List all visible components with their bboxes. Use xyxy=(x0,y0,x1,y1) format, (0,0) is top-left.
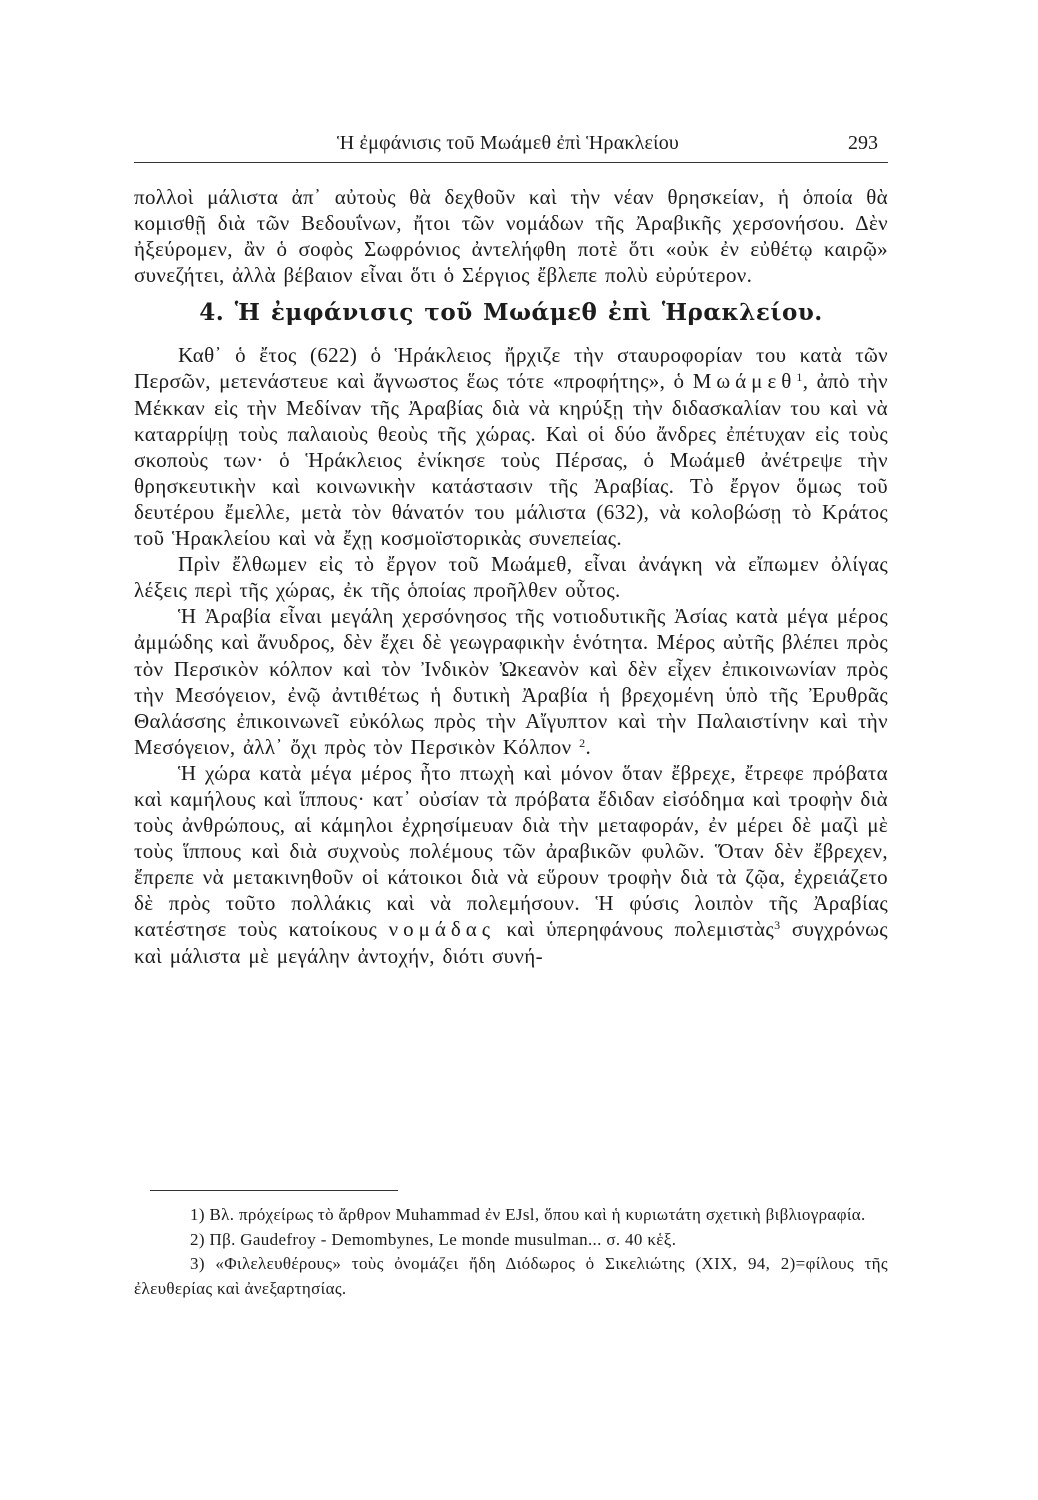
running-head xyxy=(134,130,882,156)
paragraph-text: Καθ᾽ ὁ ἔτος (622) ὁ Ἡράκλειος ἤρχιζε τὴν σταυροφορίαν του κατὰ τῶν Περσῶν, μετενάστευε καὶ ἄγνωστος ἕως τότε «προφήτης», ὁ xyxy=(134,343,888,394)
paragraph-continuation: πολλοὶ μάλιστα ἀπ᾽ αὐτοὺς θὰ δεχθοῦν καὶ τὴν νέαν θρησκείαν, ἡ ὁποία θὰ κομισθῇ διὰ τῶν Βεδουΐνων, ἤτοι τῶν νομάδων τῆς Ἀραβικῆς χερσονήσου. Δὲν ἠξεύρομεν, ἂν ὁ σοφὸς Σωφρόνιος ἀντελήφθη ποτὲ ὅτι «οὐκ ἐν εὐθέτῳ καιρῷ» συνεζήτει, ἀλλὰ βέβαιον εἶναι ὅτι ὁ Σέργιος ἔβλεπε πολὺ εὐρύτερον. xyxy=(134,185,888,288)
page-number: 293 xyxy=(848,132,878,154)
paragraph-text: καὶ ὑπερηφάνους πολεμιστὰς xyxy=(506,917,775,942)
paragraph-arabia-geography xyxy=(134,603,888,760)
spaced-word: νομάδας xyxy=(388,917,496,942)
paragraph-text: Ἡ Ἀραβία εἶναι μεγάλη χερσόνησος τῆς νοτιοδυτικῆς Ἀσίας κατὰ μέγα μέρος ἀμμώδης καὶ ἄνυδρος, δὲν ἔχει δὲ γεωγραφικὴν ἑνότητα. Μέρος αὐτῆς βλέπει πρὸς τὸν Περσικὸν κόλπον καὶ τὸν Ἰνδικὸν Ὠκεανὸν καὶ δὲν εἶχεν ἐπικοινωνίαν πρὸς τὴν Μεσόγειον, ἐνῷ ἀντιθέτως ἡ δυτικὴ Ἀραβία ἡ βρεχομένη ὑπὸ τῆς Ἐρυθρᾶς Θαλάσσης ἐπικοινωνεῖ εὐκόλως πρὸς τὴν Αἴγυπτον καὶ τὴν Παλαιστίνην καὶ τὴν Μεσόγειον, ἀλλ᾽ ὄχι πρὸς τὸν Περσικὸν Κόλπον xyxy=(134,604,888,759)
paragraph-text: , ἀπὸ τὴν Μέκκαν εἰς τὴν Μεδίναν τῆς Ἀραβίας διὰ νὰ κηρύξῃ τὴν διδασκαλίαν του καὶ νὰ καταρρίψῃ τοὺς παλαιοὺς θεοὺς τῆς χώρας. Καὶ οἱ δύο ἄνδρες ἐπέτυχαν εἰς τοὺς σκοποὺς των· ὁ Ἡράκλειος ἐνίκησε τοὺς Πέρσας, ὁ Μωάμεθ ἀνέτρεψε τὴν θρησκευτικὴν καὶ κοινωνικὴν κατάστασιν τῆς Ἀραβίας. Τὸ ἔργον ὅμως τοῦ δευτέρου ἔμελλε, μετὰ τὸν θάνατόν του μάλιστα (632), νὰ κολοβώσῃ τὸ Κράτος τοῦ Ἡρακλείου καὶ νὰ ἔχῃ κοσμοϊστορικὰς συνεπείας. xyxy=(134,369,888,551)
main-text xyxy=(134,184,888,969)
footnote-ref-2: 2 xyxy=(579,735,586,750)
section-heading: 4. Ἡ ἐμφάνισις τοῦ Μωάμεθ ἐπὶ Ἡρακλείου. xyxy=(199,299,823,327)
footnote-3: 3) «Φιλελευθέρους» τοὺς ὀνομάζει ἤδη Διόδωρος ὁ Σικελιώτης (XIX, 94, 2)=φίλους τῆς ἐλευθερίας καὶ ἀνεξαρτησίας. xyxy=(134,1254,888,1298)
paragraph-text: συγχρόνως καὶ μάλιστα μὲ μεγάλην ἀντοχήν, διότι συνή- xyxy=(134,917,888,968)
paragraph-before-work: Πρὶν ἔλθωμεν εἰς τὸ ἔργον τοῦ Μωάμεθ, εἶναι ἀνάγκη νὰ εἴπωμεν ὀλίγας λέξεις περὶ τῆς χώρας, ἐκ τῆς ὁποίας προῆλθεν οὗτος. xyxy=(134,552,888,603)
spaced-name: Μωάμεθ xyxy=(692,369,797,394)
footnote-ref-1: 1 xyxy=(796,370,803,385)
footnotes xyxy=(134,1203,888,1301)
paragraph-text: . xyxy=(585,734,592,759)
footnote-1: 1) Βλ. πρόχείρως τὸ ἄρθρον Muhammad ἐν EJsl, ὅπου καὶ ἡ κυριωτάτη σχετικὴ βιβλιογραφία. xyxy=(190,1205,866,1224)
footnote-ref-3: 3 xyxy=(774,918,781,933)
paragraph-text: Ἡ χώρα κατὰ μέγα μέρος ἦτο πτωχὴ καὶ μόνον ὅταν ἔβρεχε, ἔτρεφε πρόβατα καὶ καμήλους καὶ ἵππους· κατ᾽ οὐσίαν τὰ πρόβατα ἔδιδαν εἰσόδημα καὶ τροφὴν διὰ τοὺς ἀνθρώπους, αἱ κάμηλοι ἐχρησίμευαν διὰ τὴν μεταφοράν, ἐν μέρει δὲ μαζὶ μὲ τοὺς ἵππους καὶ διὰ συχνοὺς πολέμους τῶν ἀραβικῶν φυλῶν. Ὅταν δὲν ἔβρεχεν, ἔπρεπε νὰ μετακινηθοῦν οἱ κάτοικοι διὰ νὰ εὕρουν τροφὴν διὰ τὰ ζῷα, ἐχρειάζετο δὲ πρὸς τοῦτο πολλάκις καὶ νὰ πολεμήσουν. Ἡ φύσις λοιπὸν τῆς Ἀραβίας κατέστησε τοὺς κατοίκους xyxy=(134,760,888,942)
footnote-2: 2) Πβ. Gaudefroy - Demombynes, Le monde musulman... σ. 40 κἑξ. xyxy=(190,1229,677,1249)
footnote-rule xyxy=(150,1190,398,1191)
running-title: Ἡ ἐμφάνισις τοῦ Μωάμεθ ἐπὶ Ἡρακλείου xyxy=(336,132,680,154)
paragraph-herakleios-mohammed xyxy=(134,342,888,551)
header-rule xyxy=(134,162,888,163)
paragraph-arabia-nomads xyxy=(134,760,888,969)
